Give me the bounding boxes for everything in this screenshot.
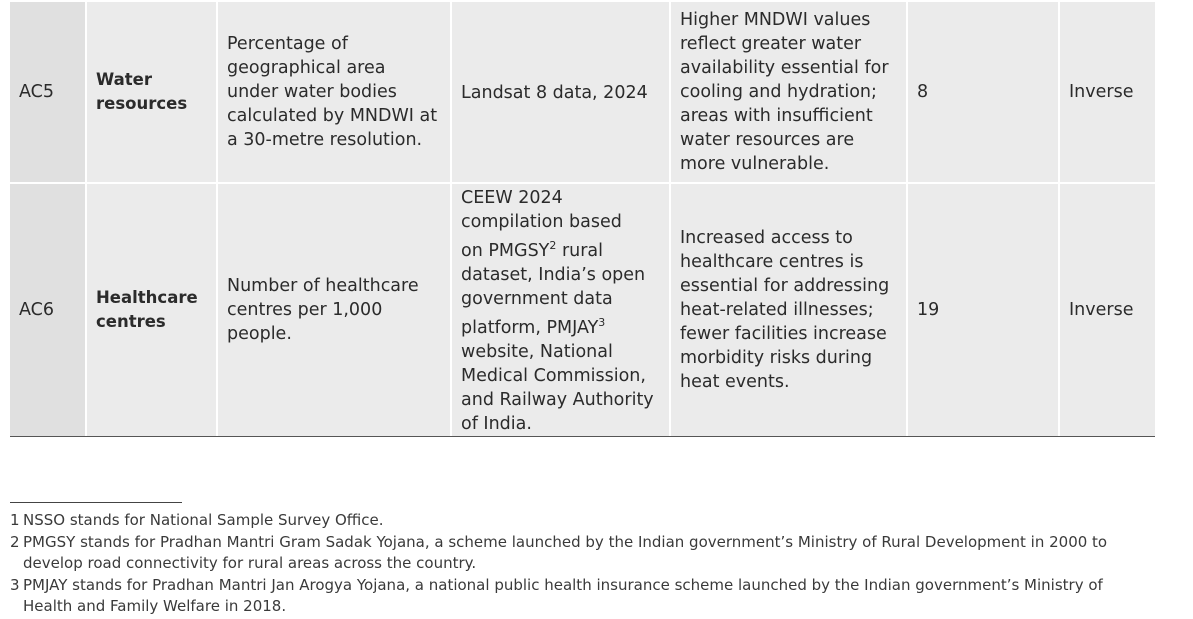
indicator-description-cell bbox=[218, 184, 452, 436]
relationship-cell bbox=[1060, 184, 1155, 436]
indicator-code: AC5 bbox=[19, 82, 55, 102]
table-row bbox=[10, 184, 1155, 437]
footnote-text: PMGSY stands for Pradhan Mantri Gram Sadak Yojana, a scheme launched by the Indian government’s Ministry of Rural Development in 2000 to develop road connectivity for rural areas across the country. bbox=[23, 532, 1108, 572]
indicator-name-cell bbox=[87, 2, 218, 182]
rationale-cell bbox=[671, 2, 908, 182]
data-source-text: rural dataset, India’s open government data platform, PMJAY bbox=[461, 241, 646, 338]
footnote-text: NSSO stands for National Sample Survey Office. bbox=[23, 511, 384, 529]
footnote-number: 2 bbox=[10, 532, 20, 551]
footnote-ref: 2 bbox=[549, 239, 557, 253]
indicator-description: Number of healthcare centres per 1,000 people. bbox=[227, 276, 419, 344]
footnote bbox=[10, 532, 1170, 575]
indicator-name-cell bbox=[87, 184, 218, 436]
indicator-table bbox=[10, 2, 1155, 437]
rationale: Increased access to healthcare centres is essential for addressing heat-related illnesses; fewer facilities increase morbidity risks during heat events. bbox=[680, 228, 890, 392]
indicator-code-cell bbox=[10, 184, 87, 436]
footnote-divider bbox=[10, 502, 182, 503]
footnote-number: 1 bbox=[10, 511, 20, 529]
data-source-text: website, National Medical Commission, and Railway Authority of India. bbox=[461, 341, 654, 434]
relationship: Inverse bbox=[1069, 82, 1134, 102]
data-source: Landsat 8 data, 2024 bbox=[461, 83, 648, 103]
footnote-number: 3 bbox=[10, 575, 20, 594]
indicator-name: Healthcare centres bbox=[96, 288, 198, 331]
data-source bbox=[461, 184, 654, 436]
data-source-cell bbox=[452, 2, 671, 182]
footnote bbox=[10, 575, 1170, 618]
rationale: Higher MNDWI values reflect greater water availability essential for cooling and hydration; areas with insufficient water resources are more vulnerable. bbox=[680, 10, 889, 174]
indicator-name: Water resources bbox=[96, 70, 188, 113]
footnotes bbox=[10, 510, 1170, 618]
relationship: Inverse bbox=[1069, 300, 1134, 320]
footnote-ref: 3 bbox=[598, 316, 606, 329]
data-source-cell bbox=[452, 184, 671, 436]
footnote-text: PMJAY stands for Pradhan Mantri Jan Arogya Yojana, a national public health insurance scheme launched by the Indian government’s Ministry of Health and Family Welfare in 2018. bbox=[23, 575, 1103, 615]
data-source-text: CEEW 2024 compilation based on PMGSY bbox=[461, 188, 622, 261]
weight-cell bbox=[908, 2, 1060, 182]
indicator-code-cell bbox=[10, 2, 87, 182]
weight: 19 bbox=[917, 300, 940, 320]
relationship-cell bbox=[1060, 2, 1155, 182]
indicator-code: AC6 bbox=[19, 300, 55, 320]
rationale-cell bbox=[671, 184, 908, 436]
indicator-description: Percentage of geographical area under water bodies calculated by MNDWI at a 30-metre resolution. bbox=[227, 34, 438, 150]
weight-cell bbox=[908, 184, 1060, 436]
indicator-description-cell bbox=[218, 2, 452, 182]
table-row bbox=[10, 2, 1155, 182]
footnote bbox=[10, 510, 1170, 532]
weight: 8 bbox=[917, 82, 929, 102]
